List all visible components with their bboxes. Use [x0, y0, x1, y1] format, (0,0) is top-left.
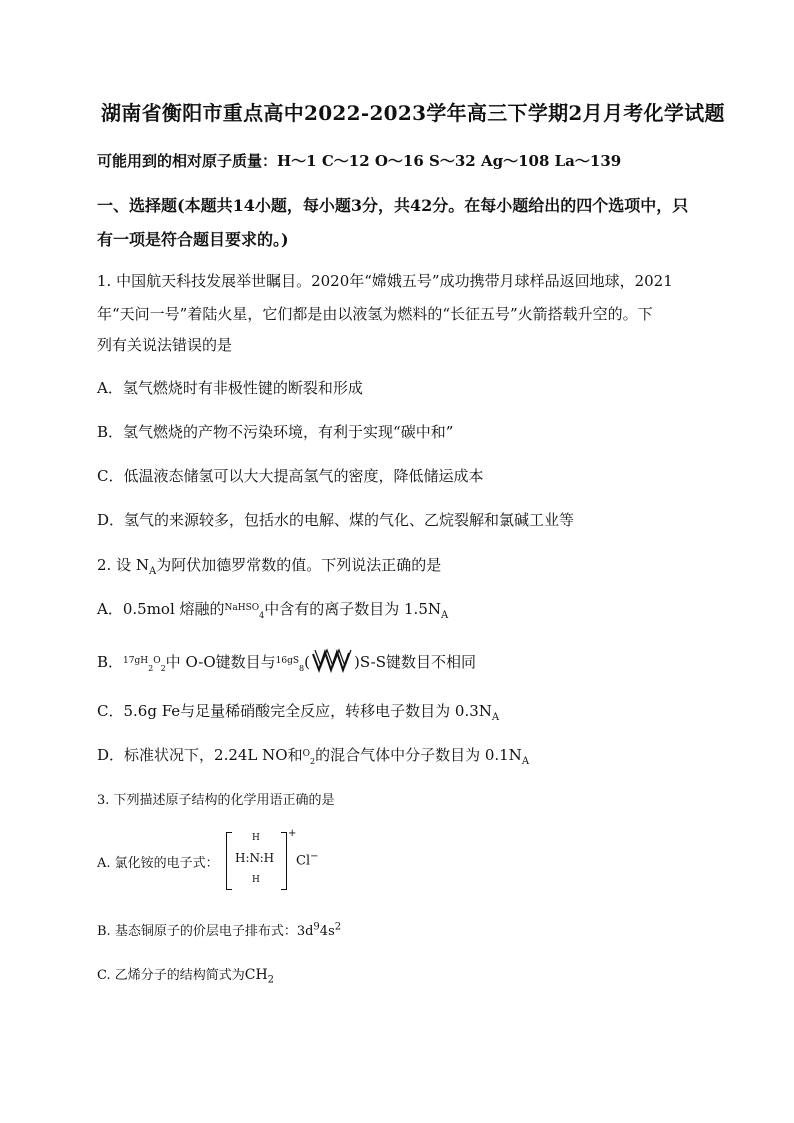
- q1-option-d: D．氢气的来源较多，包括水的电解、煤的气化、乙烷裂解和氯碱工业等: [97, 511, 575, 529]
- q2-stem: 2. 设 $N_A$为阿伏加德罗常数的值。下列说法正确的是: [97, 556, 442, 577]
- q1-option-a: A．氢气燃烧时有非极性键的断裂和形成: [97, 379, 363, 397]
- page-title: 湖南省衡阳市重点高中2022-2023学年高三下学期2月月考化学试题: [101, 101, 725, 125]
- section-heading-line2: 有一项是符合题目要求的。): [97, 230, 289, 249]
- hydrogen-top: H: [252, 833, 260, 843]
- q3-option-a-label: A. 氯化铵的电子式：: [97, 856, 219, 871]
- q2-option-c: C．5.6g Fe与足量稀硝酸完全反应，转移电子数目为 $0.3N_A$: [97, 702, 500, 723]
- left-bracket: [226, 832, 232, 890]
- q3-option-b: B. 基态铜原子的价层电子排布式：$3d^94s^2$: [97, 921, 342, 939]
- hydrogen-bottom: H: [252, 875, 260, 885]
- q3-stem: 3. 下列描述原子结构的化学用语正确的是: [97, 793, 335, 808]
- q1-stem-line2: 年“天问一号”着陆火星，它们都是由以液氢为燃料的“长征五号”火箭搭载升空的。下: [97, 305, 653, 323]
- q1-stem-line3: 列有关说法错误的是: [97, 336, 233, 354]
- atomic-mass-line: 可能用到的相对原子质量：H～1 C～12 O～16 S～32 Ag～108 La～139: [97, 152, 622, 170]
- cation-charge: +: [288, 828, 297, 839]
- q3-option-c: C. 乙烯分子的结构简式为$CH_2$: [97, 967, 275, 986]
- q1-stem-line1: 1. 中国航天科技发展举世瞩目。2020年“嫦娥五号”成功携带月球样品返回地球，2021: [97, 272, 673, 290]
- q1-option-c: C．低温液态储氢可以大大提高氢气的密度，降低储运成本: [97, 467, 484, 485]
- q2-option-a: A．0.5mol 熔融的$^{NaHSO}_4$中含有的离子数目为 $1.5N_A$: [97, 600, 449, 621]
- s8-ring-structure-icon: [310, 648, 354, 674]
- q1-option-b: B．氢气燃烧的产物不污染环境，有利于实现“碳中和”: [97, 423, 454, 441]
- ammonium-chloride-electron-formula: [226, 828, 297, 890]
- q2-option-b: B．$^{17gH}_2^O_2$中 O-O键数目与$^{16gS}_8$( )S-S键数目不相同: [97, 648, 476, 674]
- h-n-h-row: H:N:H: [235, 851, 275, 865]
- right-bracket: [281, 832, 287, 890]
- chloride-anion: Cl−: [296, 851, 319, 869]
- q2-option-d: D．标准状况下，2.24L NO和$^O_2$的混合气体中分子数目为 $0.1N_A$: [97, 746, 530, 767]
- section-heading-line1: 一、选择题(本题共14小题，每小题3分，共42分。在每小题给出的四个选项中，只: [97, 196, 689, 215]
